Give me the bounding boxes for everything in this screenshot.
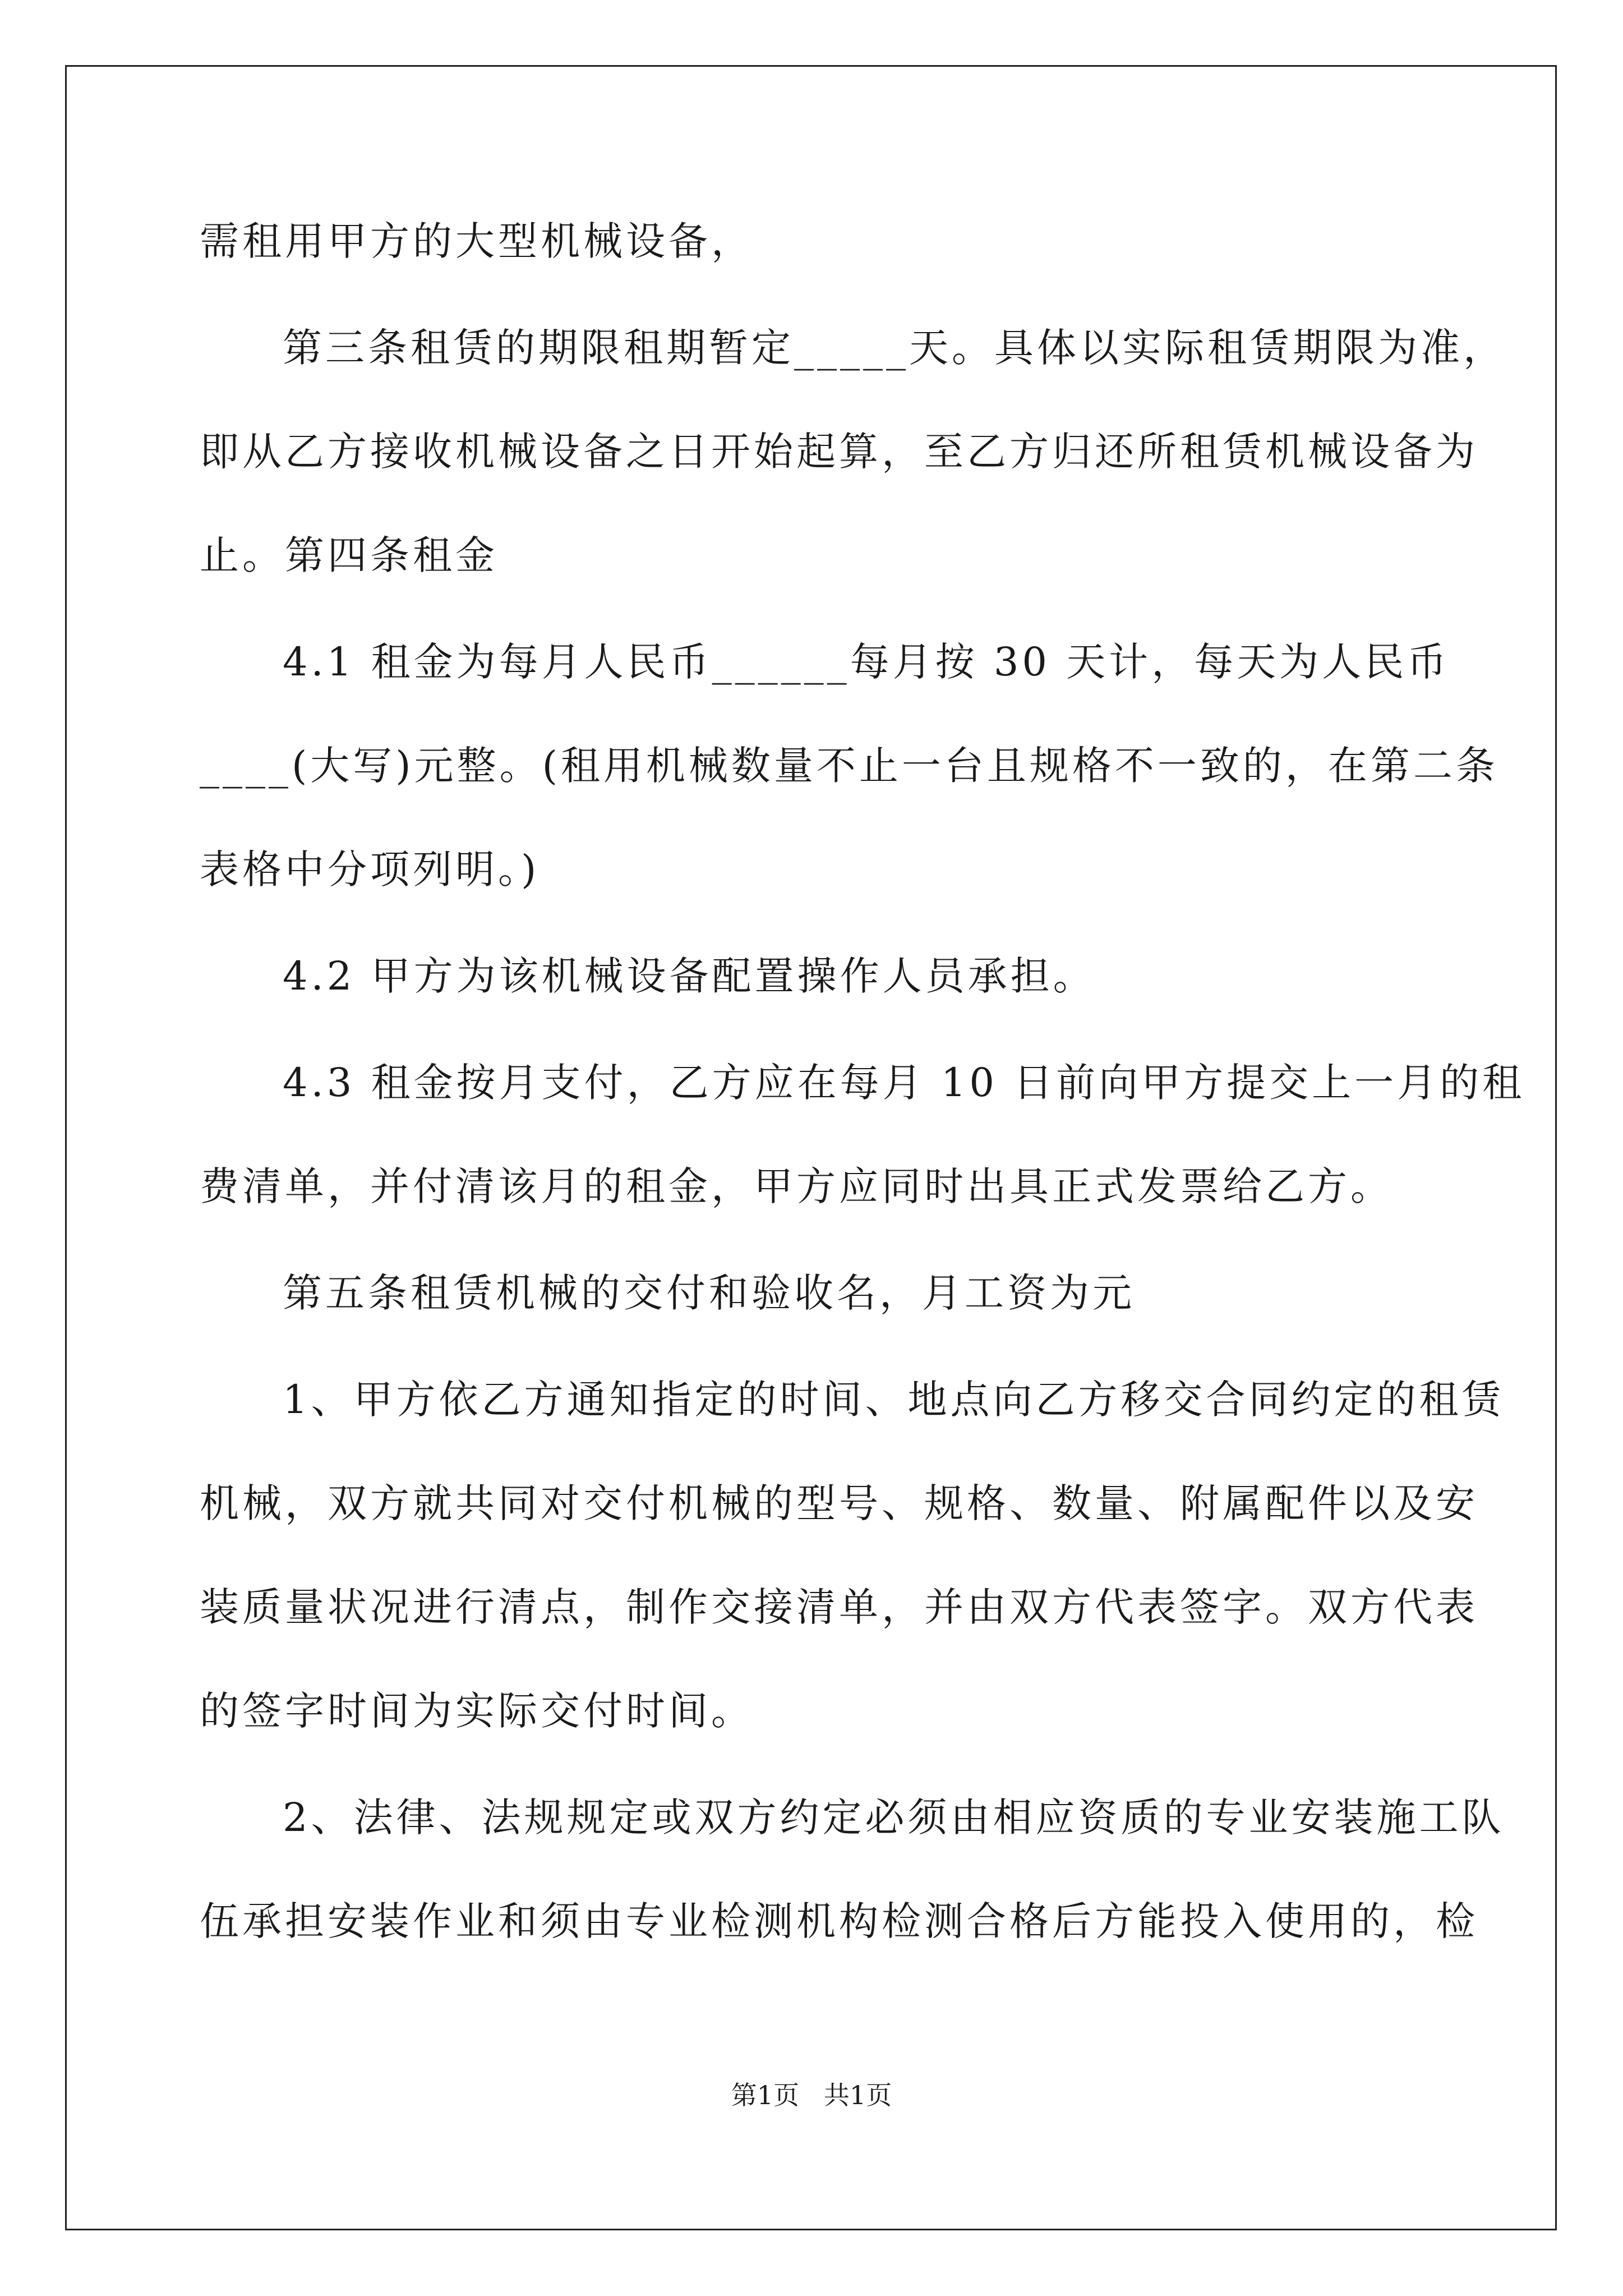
text-line: 需租用甲方的大型机械设备， [200,218,754,264]
text-line: 第五条租赁机械的交付和验收名，月工资为元 [283,1270,1135,1316]
text-line: 4.2 甲方为该机械设备配置操作人员承担。 [283,953,1096,999]
page-number-footer: 第1页 共1页 [731,2080,892,2110]
text-line: 即从乙方接收机械设备之日开始起算，至乙方归还所租赁机械设备为 [200,429,1478,475]
text-line: 1、甲方依乙方通知指定的时间、地点向乙方移交合同约定的租赁 [283,1377,1505,1423]
text-line: 伍承担安装作业和须由专业检测机构检测合格后方能投入使用的，检 [200,1898,1478,1944]
text-line: 的签字时间为实际交付时间。 [200,1688,754,1734]
text-line: 费清单，并付清该月的租金，甲方应同时出具正式发票给乙方。 [200,1163,1393,1209]
text-line: 机械，双方就共同对交付机械的型号、规格、数量、附属配件以及安 [200,1480,1478,1526]
text-line: 4.3 租金按月支付，乙方应在每月 10 日前向甲方提交上一月的租 [283,1060,1525,1106]
text-line: 4.1 租金为每月人民币______每月按 30 天计，每天为人民币 [283,639,1450,685]
text-line: 表格中分项列明。) [200,846,540,892]
text-line: 第三条租赁的期限租期暂定_____天。具体以实际租赁期限为准， [283,325,1506,371]
text-line: 2、法律、法规规定或双方约定必须由相应资质的专业安装施工队 [283,1795,1505,1841]
text-line: ____(大写)元整。(租用机械数量不止一台且规格不一致的，在第二条 [200,743,1498,789]
text-line: 止。第四条租金 [200,532,498,578]
text-line: 装质量状况进行清点，制作交接清单，并由双方代表签字。双方代表 [200,1584,1478,1630]
